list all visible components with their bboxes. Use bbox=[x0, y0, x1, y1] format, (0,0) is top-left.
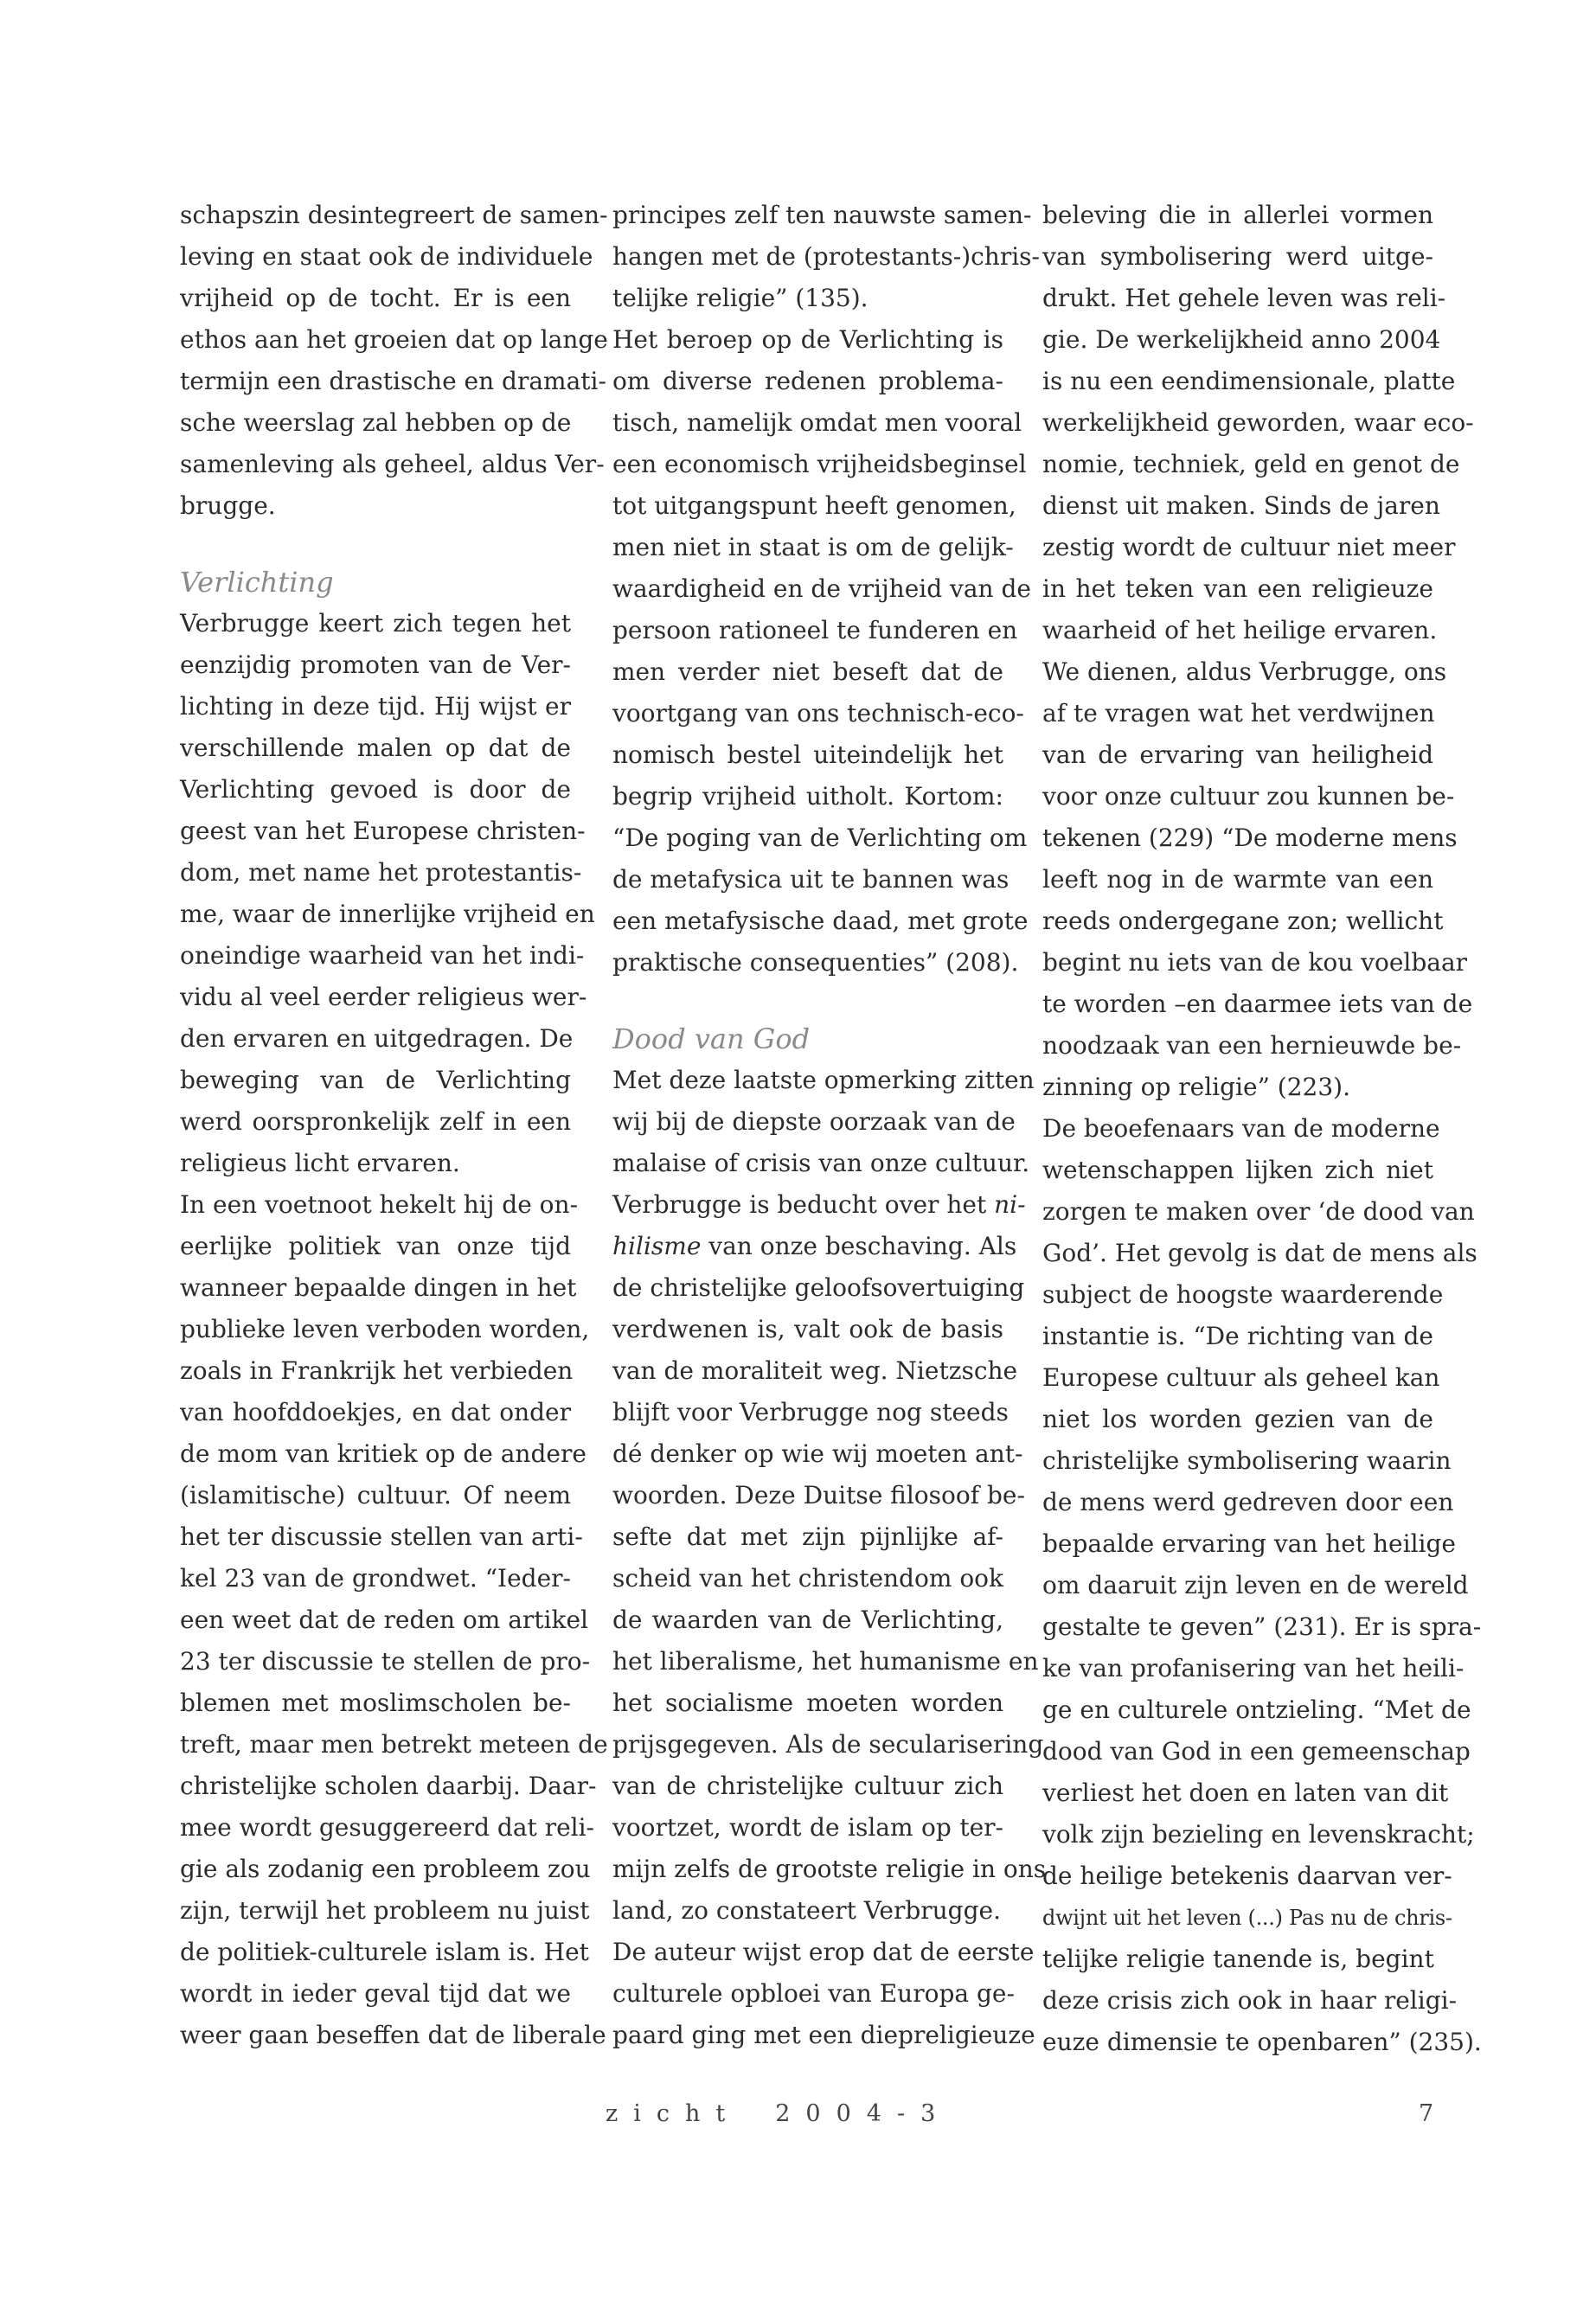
text-line: verliest het doen en laten van dit bbox=[1042, 1779, 1449, 1807]
text-line: van de christelijke cultuur zich bbox=[612, 1772, 1003, 1800]
text-line: Met deze laatste opmerking zitten bbox=[612, 1066, 1035, 1094]
text-line: samenleving als geheel, aldus Ver- bbox=[180, 450, 605, 478]
text-line: “De poging van de Verlichting om bbox=[612, 824, 1028, 852]
journal-name: zicht bbox=[606, 2100, 741, 2127]
text-line: is nu een eendimensionale, platte bbox=[1042, 367, 1456, 395]
issue-number: 2004-3 bbox=[775, 2100, 952, 2127]
text-line: het liberalisme, het humanisme en bbox=[612, 1647, 1039, 1676]
text-line: schapszin desintegreert de samen- bbox=[180, 201, 608, 229]
text-line: verdwenen is, valt ook de basis bbox=[612, 1315, 1003, 1343]
text-line: vidu al veel eerder religieus wer- bbox=[180, 983, 587, 1011]
text-fragment: Verbrugge is beducht over het bbox=[612, 1190, 995, 1219]
text-line: gestalte te geven” (231). Er is spra- bbox=[1042, 1612, 1482, 1641]
text-line: principes zelf ten nauwste samen- bbox=[612, 201, 1032, 229]
text-line: de metafysica uit te bannen was bbox=[612, 865, 1010, 894]
text-line: christelijke scholen daarbij. Daar- bbox=[180, 1772, 597, 1800]
text-line: gie. De werkelijkheid anno 2004 bbox=[1042, 325, 1441, 354]
text-line: tekenen (229) “De moderne mens bbox=[1042, 824, 1458, 852]
column-2 bbox=[612, 195, 1047, 2056]
text-line: christelijke symbolisering waarin bbox=[1042, 1446, 1452, 1475]
text-line: mijn zelfs de grootste religie in ons bbox=[612, 1855, 1047, 1883]
text-line: De auteur wijst erop dat de eerste bbox=[612, 1938, 1035, 1966]
text-line: dé denker op wie wij moeten ant- bbox=[612, 1439, 1023, 1468]
text-line: drukt. Het gehele leven was reli- bbox=[1042, 284, 1446, 312]
text-line: dienst uit maken. Sinds de jaren bbox=[1042, 491, 1440, 520]
text-line: nomisch bestel uiteindelijk het bbox=[612, 740, 1003, 769]
text-line: voortzet, wordt de islam op ter- bbox=[612, 1813, 1003, 1842]
text-line: van de moraliteit weg. Nietzsche bbox=[612, 1356, 1018, 1385]
column-1 bbox=[180, 195, 608, 2056]
text-line: malaise of crisis van onze cultuur. bbox=[612, 1149, 1030, 1177]
text-line: noodzaak van een hernieuwde be- bbox=[1042, 1031, 1462, 1060]
text-line: kel 23 van de grondwet. “Ieder- bbox=[180, 1564, 571, 1593]
text-line: blijft voor Verbrugge nog steeds bbox=[612, 1398, 1009, 1426]
text-line: beleving die in allerlei vormen bbox=[1042, 201, 1433, 229]
text-line: den ervaren en uitgedragen. De bbox=[180, 1024, 574, 1053]
text-line: brugge. bbox=[180, 491, 276, 520]
text-line: God’. Het gevolg is dat de mens als bbox=[1042, 1239, 1477, 1267]
text-line: lichting in deze tijd. Hij wijst er bbox=[180, 692, 571, 721]
text-line: geest van het Europese christen- bbox=[180, 817, 586, 845]
text-fragment: van onze beschaving. Als bbox=[701, 1232, 1017, 1260]
text-line: hangen met de (protestants-)chris- bbox=[612, 242, 1041, 271]
text-line: tot uitgangspunt heeft genomen, bbox=[612, 491, 1016, 520]
text-line: dom, met name het protestantis- bbox=[180, 858, 582, 887]
text-line: een weet dat de reden om artikel bbox=[180, 1606, 588, 1634]
text-line: een metafysische daad, met grote bbox=[612, 907, 1029, 935]
text-line: telijke religie tanende is, begint bbox=[1042, 1945, 1434, 1973]
text-line: begint nu iets van de kou voelbaar bbox=[1042, 948, 1468, 977]
text-line: van hoofddoekjes, en dat onder bbox=[180, 1398, 571, 1426]
text-line: de mens werd gedreven door een bbox=[1042, 1488, 1454, 1516]
text-line: leving en staat ook de individuele bbox=[180, 242, 593, 271]
text-line: af te vragen wat het verdwijnen bbox=[1042, 699, 1435, 727]
text-line: blemen met moslimscholen be- bbox=[180, 1689, 571, 1717]
text-line: In een voetnoot hekelt hij de on- bbox=[180, 1190, 579, 1219]
text-line: zoals in Frankrijk het verbieden bbox=[180, 1356, 574, 1385]
text-line: oneindige waarheid van het indi- bbox=[180, 941, 585, 970]
text-line: Verlichting gevoed is door de bbox=[180, 775, 571, 804]
text-line: men verder niet beseft dat de bbox=[612, 657, 1003, 686]
running-footer bbox=[606, 2100, 951, 2127]
text-line: subject de hoogste waarderende bbox=[1042, 1280, 1444, 1309]
text-line: vrijheid op de tocht. Er is een bbox=[180, 284, 571, 312]
text-line: reeds ondergegane zon; wellicht bbox=[1042, 907, 1444, 935]
text-line: ge en culturele ontzieling. “Met de bbox=[1042, 1695, 1471, 1724]
text-line: weer gaan beseffen dat de liberale bbox=[180, 2021, 606, 2049]
column-3 bbox=[1042, 195, 1482, 2063]
text-line: wanneer bepaalde dingen in het bbox=[180, 1273, 577, 1302]
text-line bbox=[612, 1226, 1017, 1267]
text-line: sche weerslag zal hebben op de bbox=[180, 408, 572, 437]
text-line: scheid van het christendom ook bbox=[612, 1564, 1003, 1593]
text-line: land, zo constateert Verbrugge. bbox=[612, 1896, 1001, 1925]
text-line: telijke religie” (135). bbox=[612, 284, 869, 312]
text-line: publieke leven verboden worden, bbox=[180, 1315, 590, 1343]
text-line: in het teken van een religieuze bbox=[1042, 574, 1433, 603]
text-line: van symbolisering werd uitge- bbox=[1042, 242, 1433, 271]
text-line: eenzijdig promoten van de Ver- bbox=[180, 651, 571, 679]
text-line: waardigheid en de vrijheid van de bbox=[612, 574, 1031, 603]
text-line: tisch, namelijk omdat men vooral bbox=[612, 408, 1022, 437]
text-line: van de ervaring van heiligheid bbox=[1042, 740, 1433, 769]
text-line: dood van God in een gemeenschap bbox=[1042, 1737, 1471, 1766]
text-line: ke van profanisering van het heili- bbox=[1042, 1654, 1465, 1682]
italic-fragment: ni- bbox=[994, 1190, 1026, 1219]
text-line: Verbrugge keert zich tegen het bbox=[180, 609, 571, 638]
text-line: werd oorspronkelijk zelf in een bbox=[180, 1107, 571, 1136]
text-line: zestig wordt de cultuur niet meer bbox=[1042, 533, 1456, 561]
text-line: de heilige betekenis daarvan ver- bbox=[1042, 1862, 1452, 1890]
text-line bbox=[612, 1184, 1026, 1226]
text-line: euze dimensie te openbaren” (235). bbox=[1042, 2028, 1482, 2056]
text-line: religieus licht ervaren. bbox=[180, 1149, 460, 1177]
text-line: om diverse redenen problema- bbox=[612, 367, 1003, 395]
text-line: woorden. Deze Duitse filosoof be- bbox=[612, 1481, 1025, 1509]
text-line: de waarden van de Verlichting, bbox=[612, 1606, 1003, 1634]
text-line: (islamitische) cultuur. Of neem bbox=[180, 1481, 571, 1509]
text-line: de mom van kritiek op de andere bbox=[180, 1439, 586, 1468]
text-line: prijsgegeven. Als de secularisering bbox=[612, 1730, 1044, 1759]
text-line: leeft nog in de warmte van een bbox=[1042, 865, 1433, 894]
italic-fragment: hilisme bbox=[612, 1232, 702, 1260]
text-line: om daaruit zijn leven en de wereld bbox=[1042, 1571, 1469, 1599]
text-line: volk zijn bezieling en levenskracht; bbox=[1042, 1820, 1475, 1849]
text-line: instantie is. “De richting van de bbox=[1042, 1322, 1433, 1350]
text-line: termijn een drastische en dramati- bbox=[180, 367, 606, 395]
page-number: 7 bbox=[1419, 2100, 1434, 2127]
text-line: wetenschappen lijken zich niet bbox=[1042, 1156, 1433, 1184]
text-line: wij bij de diepste oorzaak van de bbox=[612, 1107, 1016, 1136]
text-line: wordt in ieder geval tijd dat we bbox=[180, 1979, 571, 2008]
text-line: sefte dat met zijn pijnlijke af- bbox=[612, 1522, 1003, 1551]
text-line: zinning op religie” (223). bbox=[1042, 1073, 1350, 1101]
text-line: eerlijke politiek van onze tijd bbox=[180, 1232, 571, 1260]
section-heading-verlichting: Verlichting bbox=[180, 566, 334, 599]
text-line: De beoefenaars van de moderne bbox=[1042, 1114, 1440, 1143]
text-line: beweging van de Verlichting bbox=[180, 1066, 571, 1094]
text-line: een economisch vrijheidsbeginsel bbox=[612, 450, 1027, 478]
text-line: voor onze cultuur zou kunnen be- bbox=[1042, 782, 1455, 811]
text-line: Het beroep op de Verlichting is bbox=[612, 325, 1003, 354]
text-line: de christelijke geloofsovertuiging bbox=[612, 1273, 1025, 1302]
text-line: 23 ter discussie te stellen de pro- bbox=[180, 1647, 591, 1676]
text-line: verschillende malen op dat de bbox=[180, 734, 571, 762]
text-line: het socialisme moeten worden bbox=[612, 1689, 1003, 1717]
text-line: gie als zodanig een probleem zou bbox=[180, 1855, 591, 1883]
section-heading-dood-van-god: Dood van God bbox=[612, 1022, 811, 1055]
text-line: voortgang van ons technisch-eco- bbox=[612, 699, 1024, 727]
text-line: bepaalde ervaring van het heilige bbox=[1042, 1529, 1456, 1558]
text-line: Europese cultuur als geheel kan bbox=[1042, 1363, 1440, 1392]
text-line: begrip vrijheid uitholt. Kortom: bbox=[612, 782, 1003, 811]
text-line-condensed: dwijnt uit het leven (...) Pas nu de chris- bbox=[1042, 1906, 1452, 1930]
text-line: te worden –en daarmee iets van de bbox=[1042, 990, 1473, 1018]
text-line: zorgen te maken over ‘de dood van bbox=[1042, 1197, 1475, 1226]
text-line: nomie, techniek, geld en genot de bbox=[1042, 450, 1460, 478]
text-line: culturele opbloei van Europa ge- bbox=[612, 1979, 1015, 2008]
text-line: niet los worden gezien van de bbox=[1042, 1405, 1433, 1433]
text-line: paard ging met een diepreligieuze bbox=[612, 2021, 1035, 2049]
text-line: persoon rationeel te funderen en bbox=[612, 616, 1018, 644]
text-line: ethos aan het groeien dat op lange bbox=[180, 325, 608, 354]
text-line: de politiek-culturele islam is. Het bbox=[180, 1938, 589, 1966]
text-line: treft, maar men betrekt meteen de bbox=[180, 1730, 608, 1759]
text-line: het ter discussie stellen van arti- bbox=[180, 1522, 583, 1551]
text-line: praktische consequenties” (208). bbox=[612, 948, 1019, 977]
text-line: waarheid of het heilige ervaren. bbox=[1042, 616, 1438, 644]
text-line: me, waar de innerlijke vrijheid en bbox=[180, 900, 595, 928]
text-line: zijn, terwijl het probleem nu juist bbox=[180, 1896, 590, 1925]
text-line: werkelijkheid geworden, waar eco- bbox=[1042, 408, 1474, 437]
text-line: deze crisis zich ook in haar religi- bbox=[1042, 1986, 1458, 2015]
text-line: men niet in staat is om de gelijk- bbox=[612, 533, 1014, 561]
text-line: We dienen, aldus Verbrugge, ons bbox=[1042, 657, 1447, 686]
text-line: mee wordt gesuggereerd dat reli- bbox=[180, 1813, 595, 1842]
